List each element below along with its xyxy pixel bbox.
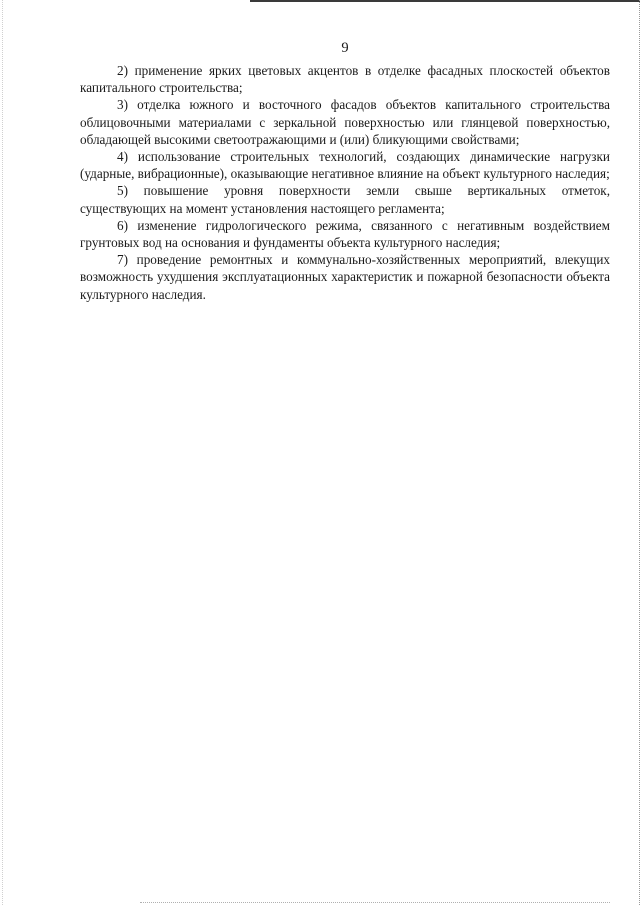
list-item-2: 2) применение ярких цветовых акцентов в отделке фасадных плоскостей объектов капитального строительства; — [80, 63, 610, 96]
list-item-7: 7) проведение ремонтных и коммунально-хозяйственных мероприятий, влекущих возможность ухудшения эксплуатационных характеристик и пожарной безопасности объекта культурного наследия. — [80, 252, 610, 302]
document-body — [80, 62, 610, 303]
list-item-6: 6) изменение гидрологического режима, связанного с негативным воздействием грунтовых вод на основания и фундаменты объекта культурного наследия; — [80, 217, 610, 251]
scan-edge-bottom — [140, 901, 610, 903]
scan-edge-left — [2, 0, 4, 905]
list-item-5: 5) повышение уровня поверхности земли свыше вертикальных отметок, существующих на момент установления настоящего регламента; — [80, 183, 610, 216]
list-item-4: 4) использование строительных технологий, создающих динамические нагрузки (ударные, вибрационные), оказывающие негативное влияние на объект культурного наследия; — [80, 149, 610, 182]
list-item-3: 3) отделка южного и восточного фасадов объектов капитального строительства облицовочными материалами с зеркальной поверхностью или глянцевой поверхностью, обладающей высокими светоотражающими и (или) бликующими свойствами; — [80, 97, 610, 147]
scan-edge-top — [250, 0, 640, 2]
page-number: 9 — [341, 40, 349, 56]
